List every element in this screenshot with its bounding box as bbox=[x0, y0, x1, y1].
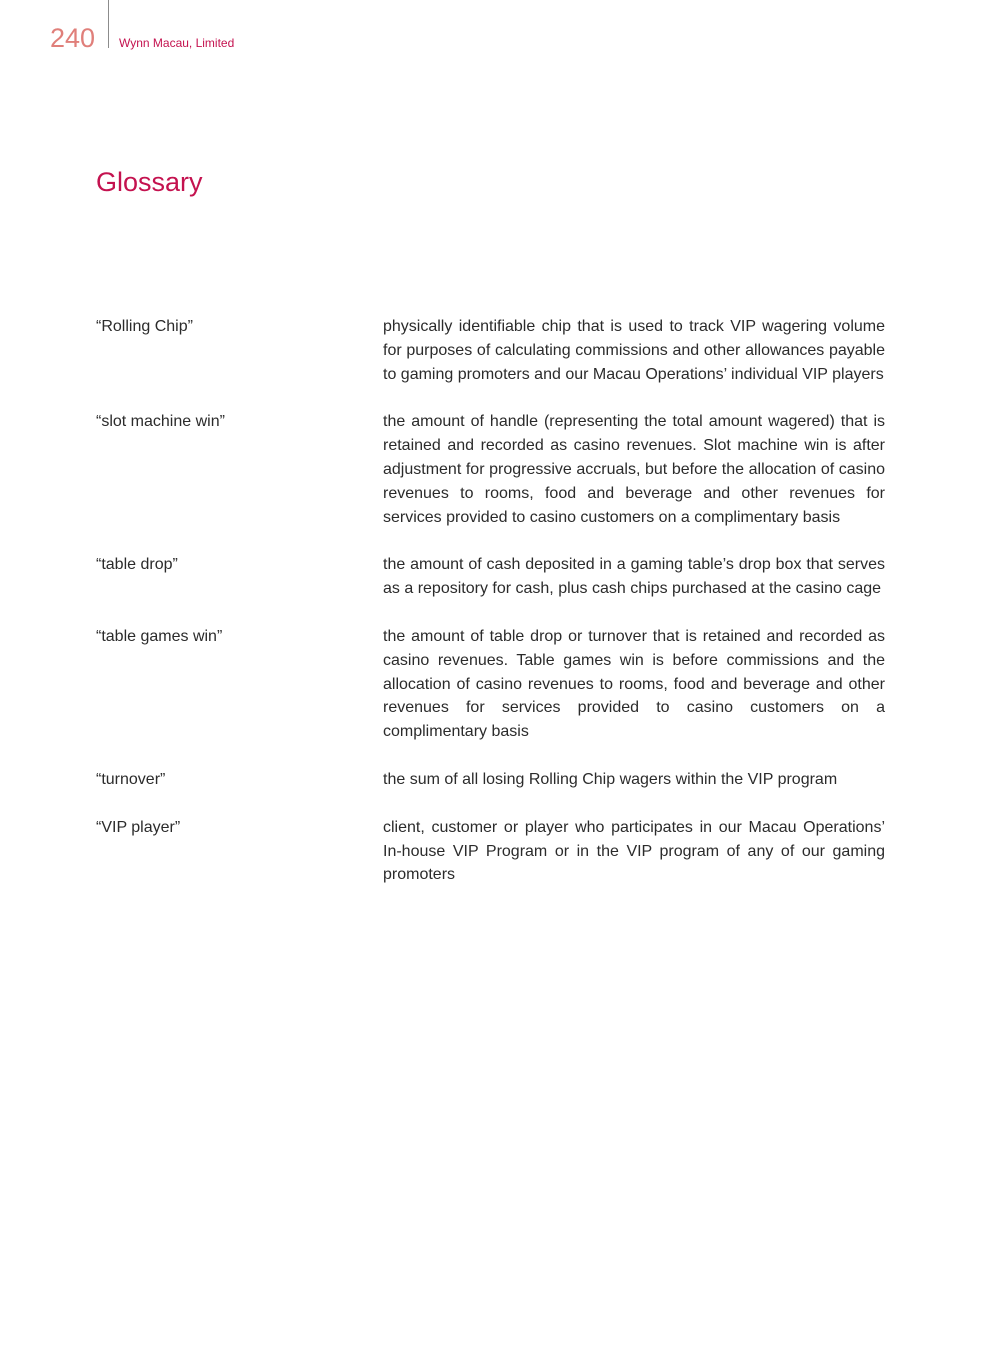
glossary-entry-turnover bbox=[96, 768, 886, 792]
glossary-entry-table-games-win bbox=[96, 625, 886, 744]
glossary-term: “table games win” bbox=[96, 627, 223, 645]
glossary-definition: the sum of all losing Rolling Chip wagers within the VIP program bbox=[383, 770, 838, 788]
glossary-definition: the amount of handle (representing the total amount wagered) that is retained and recorded as casino revenues. Slot machine win is after adjustment for progressive accruals, but before the allocation of casino revenues to rooms, food and beverage and other revenues for services provided to casino customers on a complimentary basis bbox=[383, 413, 885, 526]
glossary-definition: physically identifiable chip that is used to track VIP wagering volume for purposes of calculating commissions and other allowances payable to gaming promoters and our Macau Operations’ individual VIP players bbox=[383, 318, 885, 383]
glossary-entry-table-drop bbox=[96, 553, 886, 601]
glossary-definition: the amount of cash deposited in a gaming table’s drop box that serves as a repository for cash, plus cash chips purchased at the casino cage bbox=[383, 556, 885, 598]
glossary-entry-slot-machine-win bbox=[96, 410, 886, 529]
glossary-definition: the amount of table drop or turnover that is retained and recorded as casino revenues. Table games win is before commissions and the allocation of casino revenues to rooms, food and beverage and other revenues for services provided to casino customers on a complimentary basis bbox=[383, 627, 885, 741]
glossary-definition: client, customer or player who participates in our Macau Operations’ In-house VIP Program or in the VIP program of any of our gaming promoters bbox=[383, 818, 885, 884]
page-title: Glossary bbox=[96, 167, 203, 197]
glossary-term: “slot machine win” bbox=[96, 413, 225, 431]
glossary-term: “turnover” bbox=[96, 770, 166, 788]
header-divider bbox=[108, 0, 109, 48]
glossary-term: “Rolling Chip” bbox=[96, 318, 193, 335]
glossary-term: “table drop” bbox=[96, 556, 178, 574]
glossary-list bbox=[96, 315, 886, 911]
glossary-term: “VIP player” bbox=[96, 818, 181, 836]
glossary-entry-vip-player bbox=[96, 816, 886, 887]
glossary-entry-rolling-chip bbox=[96, 315, 886, 386]
page-number: 240 bbox=[50, 23, 96, 53]
company-name: Wynn Macau, Limited bbox=[119, 36, 235, 50]
